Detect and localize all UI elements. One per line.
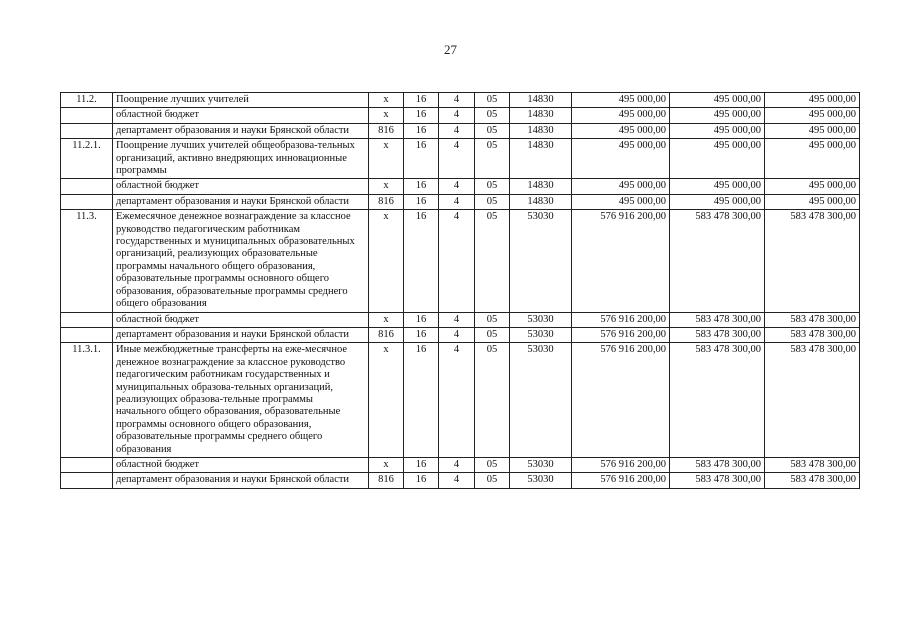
row-name: Ежемесячное денежное вознаграждение за классное руководство педагогическим работникам государственных и муниципальных образовательных организаций, реализующих образовательные программы начального общего образования, образовательные программы основного общего образования, образовательные программы среднего общего образования [113,210,369,312]
code-main-event: 05 [475,312,510,327]
table-row [61,123,860,138]
amount-year-2: 583 478 300,00 [670,327,765,342]
amount-year-3: 495 000,00 [765,139,860,179]
code-administrator: 816 [369,194,404,209]
code-main-event: 05 [475,343,510,458]
code-program: 16 [404,93,439,108]
code-subprogram: 4 [439,457,475,472]
row-name: департамент образования и науки Брянской области [113,194,369,209]
code-administrator: х [369,457,404,472]
code-direction: 53030 [510,473,572,488]
row-number: 11.3.1. [61,343,113,458]
code-subprogram: 4 [439,312,475,327]
code-administrator: х [369,108,404,123]
code-direction: 14830 [510,139,572,179]
row-name: Поощрение лучших учителей [113,93,369,108]
amount-year-3: 583 478 300,00 [765,343,860,458]
row-name: областной бюджет [113,312,369,327]
code-program: 16 [404,343,439,458]
code-direction: 14830 [510,123,572,138]
code-direction: 14830 [510,194,572,209]
code-subprogram: 4 [439,194,475,209]
code-program: 16 [404,327,439,342]
code-main-event: 05 [475,473,510,488]
code-program: 16 [404,139,439,179]
amount-year-3: 495 000,00 [765,108,860,123]
row-name: Иные межбюджетные трансферты на еже-месячное денежное вознаграждение за классное руководство педагогическим работникам государственных и муниципальных образова-тельных организаций, реализующих образова-тельные программы начального общего образования, образовательные программы основного общего образования, образовательные программы среднего общего образования [113,343,369,458]
code-main-event: 05 [475,327,510,342]
code-direction: 14830 [510,179,572,194]
table-row [61,139,860,179]
code-program: 16 [404,179,439,194]
code-main-event: 05 [475,139,510,179]
code-subprogram: 4 [439,327,475,342]
amount-year-2: 495 000,00 [670,139,765,179]
code-main-event: 05 [475,194,510,209]
amount-year-2: 495 000,00 [670,123,765,138]
amount-year-3: 583 478 300,00 [765,473,860,488]
row-number [61,179,113,194]
table-row [61,194,860,209]
code-program: 16 [404,108,439,123]
code-main-event: 05 [475,108,510,123]
amount-year-2: 583 478 300,00 [670,343,765,458]
budget-table [60,92,860,489]
table-row [61,93,860,108]
row-number [61,473,113,488]
amount-year-2: 495 000,00 [670,179,765,194]
amount-year-1: 576 916 200,00 [572,343,670,458]
code-administrator: х [369,312,404,327]
code-administrator: 816 [369,473,404,488]
code-subprogram: 4 [439,210,475,312]
code-subprogram: 4 [439,93,475,108]
table-row [61,473,860,488]
row-number: 11.2. [61,93,113,108]
code-direction: 53030 [510,343,572,458]
code-main-event: 05 [475,93,510,108]
code-program: 16 [404,312,439,327]
code-main-event: 05 [475,210,510,312]
amount-year-1: 495 000,00 [572,108,670,123]
row-name: департамент образования и науки Брянской области [113,123,369,138]
amount-year-1: 576 916 200,00 [572,327,670,342]
row-number: 11.2.1. [61,139,113,179]
row-name: областной бюджет [113,108,369,123]
code-administrator: х [369,210,404,312]
code-subprogram: 4 [439,473,475,488]
code-administrator: 816 [369,327,404,342]
code-subprogram: 4 [439,139,475,179]
code-program: 16 [404,457,439,472]
row-number [61,194,113,209]
code-main-event: 05 [475,123,510,138]
amount-year-3: 583 478 300,00 [765,210,860,312]
row-name: Поощрение лучших учителей общеобразова-тельных организаций, активно внедряющих инновационные программы [113,139,369,179]
code-direction: 14830 [510,93,572,108]
code-administrator: х [369,179,404,194]
code-administrator: х [369,93,404,108]
table-row [61,327,860,342]
row-number [61,327,113,342]
amount-year-2: 495 000,00 [670,108,765,123]
code-subprogram: 4 [439,108,475,123]
code-administrator: х [369,139,404,179]
table-row [61,343,860,458]
amount-year-1: 495 000,00 [572,194,670,209]
row-number: 11.3. [61,210,113,312]
amount-year-2: 495 000,00 [670,93,765,108]
table-row [61,210,860,312]
code-subprogram: 4 [439,179,475,194]
amount-year-3: 495 000,00 [765,123,860,138]
code-direction: 53030 [510,457,572,472]
code-main-event: 05 [475,457,510,472]
amount-year-3: 495 000,00 [765,93,860,108]
row-number [61,108,113,123]
row-name: областной бюджет [113,457,369,472]
code-program: 16 [404,210,439,312]
amount-year-1: 495 000,00 [572,179,670,194]
amount-year-2: 583 478 300,00 [670,312,765,327]
row-name: департамент образования и науки Брянской области [113,473,369,488]
row-name: департамент образования и науки Брянской области [113,327,369,342]
amount-year-3: 583 478 300,00 [765,312,860,327]
code-subprogram: 4 [439,123,475,138]
code-main-event: 05 [475,179,510,194]
amount-year-1: 495 000,00 [572,93,670,108]
code-direction: 53030 [510,312,572,327]
amount-year-2: 583 478 300,00 [670,457,765,472]
code-program: 16 [404,473,439,488]
table-row [61,457,860,472]
code-administrator: 816 [369,123,404,138]
row-number [61,457,113,472]
amount-year-1: 495 000,00 [572,139,670,179]
amount-year-2: 583 478 300,00 [670,473,765,488]
page-number: 27 [444,42,457,57]
row-number [61,123,113,138]
row-number [61,312,113,327]
code-program: 16 [404,123,439,138]
table-row [61,179,860,194]
amount-year-3: 495 000,00 [765,194,860,209]
code-direction: 53030 [510,210,572,312]
code-administrator: х [369,343,404,458]
code-program: 16 [404,194,439,209]
amount-year-1: 495 000,00 [572,123,670,138]
amount-year-3: 583 478 300,00 [765,327,860,342]
code-direction: 14830 [510,108,572,123]
amount-year-1: 576 916 200,00 [572,473,670,488]
amount-year-3: 583 478 300,00 [765,457,860,472]
code-direction: 53030 [510,327,572,342]
table-row [61,312,860,327]
amount-year-1: 576 916 200,00 [572,210,670,312]
amount-year-2: 495 000,00 [670,194,765,209]
amount-year-1: 576 916 200,00 [572,312,670,327]
table-row [61,108,860,123]
code-subprogram: 4 [439,343,475,458]
row-name: областной бюджет [113,179,369,194]
amount-year-3: 495 000,00 [765,179,860,194]
amount-year-1: 576 916 200,00 [572,457,670,472]
amount-year-2: 583 478 300,00 [670,210,765,312]
